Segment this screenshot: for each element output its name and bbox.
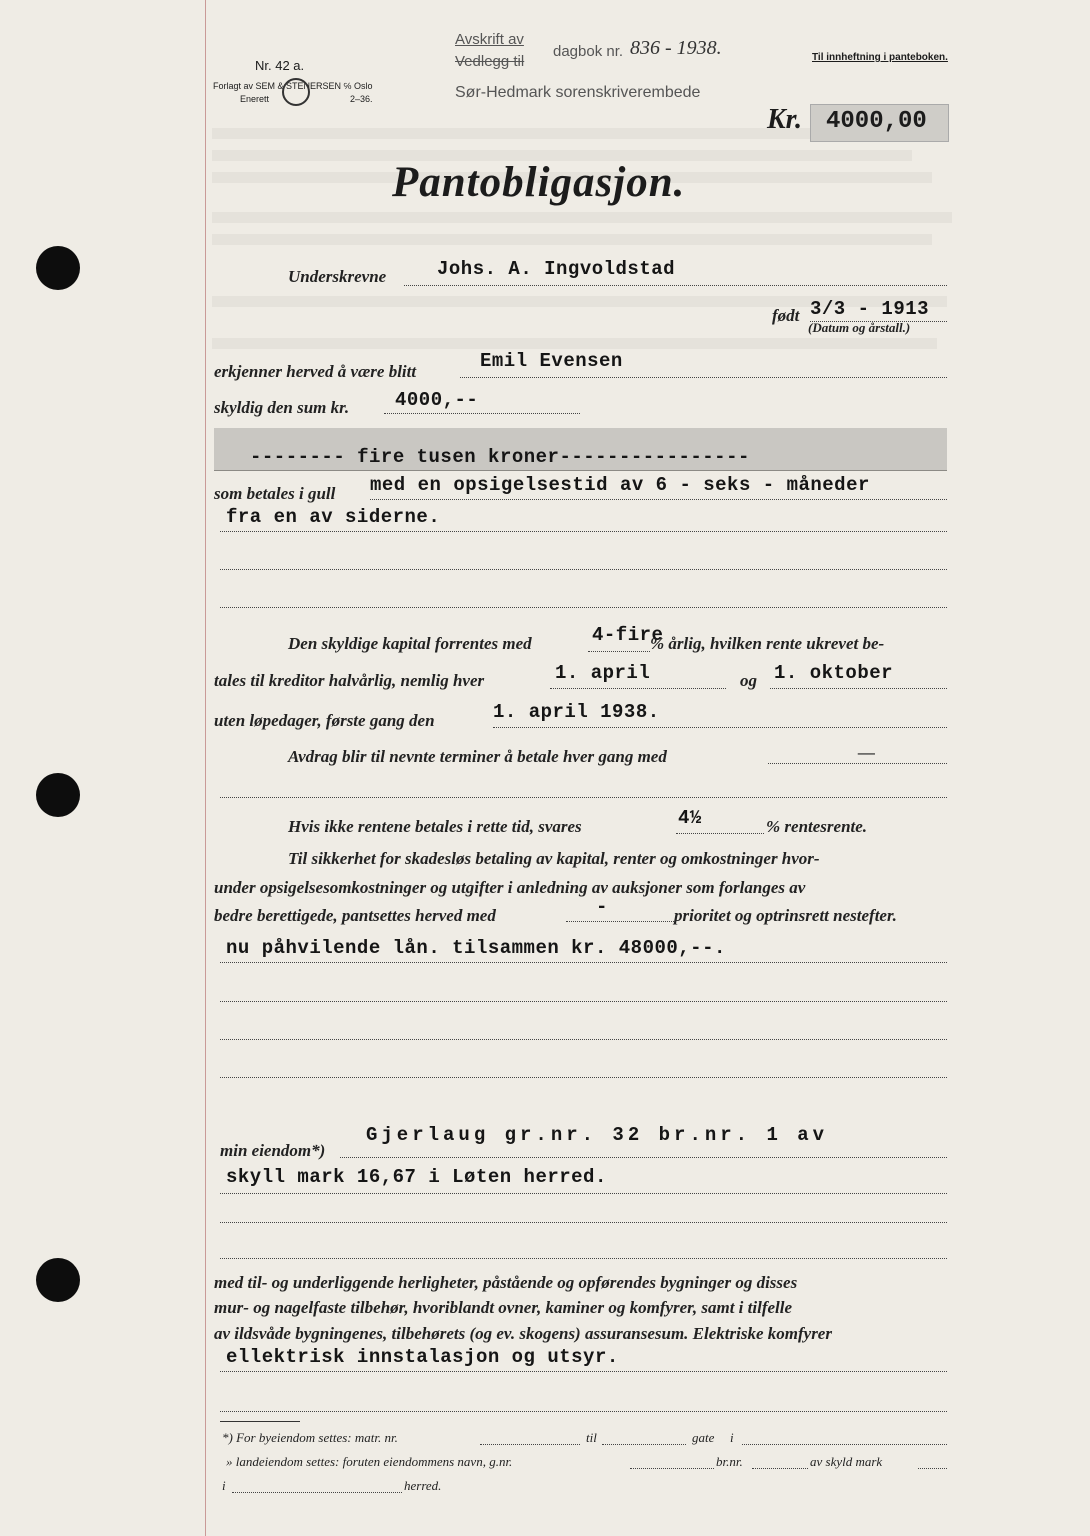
punch-hole — [36, 1258, 80, 1302]
blank-line — [220, 607, 947, 608]
appurtenances-text-3: av ildsvåde bygningenes, tilbehørets (og ev. skogens) assuransesum. Elektriske komfyrer — [214, 1324, 832, 1343]
interest-date-2: 1. oktober — [774, 662, 894, 684]
priority-line — [566, 921, 674, 922]
security-text-3b: prioritet og optrinsrett nestefter. — [674, 906, 897, 925]
copy-label: Avskrift av — [455, 31, 524, 48]
footnote-3b: herred. — [404, 1478, 442, 1493]
penalty-text-b: % rentesrente. — [766, 817, 868, 836]
date1-line — [550, 688, 726, 689]
appurtenances-typed: ellektrisk innstalasjon og utsyr. — [226, 1346, 619, 1368]
court-office: Sør-Hedmark sorenskriverembede — [455, 84, 701, 101]
appurtenances-text-2: mur- og nagelfaste tilbehør, hvoriblandt ovner, kaminer og komfyrer, samt i tilfelle — [214, 1298, 793, 1317]
blank-line — [220, 797, 947, 798]
interest-text-2a: tales til kreditor halvårlig, nemlig hver — [214, 671, 485, 690]
payment-terms-2: fra en av siderne. — [226, 506, 441, 528]
first-payment-date: 1. april 1938. — [493, 701, 660, 723]
property-line-1-text: Gjerlaug gr.nr. 32 br.nr. 1 av — [366, 1124, 829, 1146]
punch-hole — [36, 246, 80, 290]
blank-line — [220, 1001, 947, 1002]
publisher-seal-icon — [282, 78, 310, 106]
prior-loans-line — [220, 962, 947, 963]
sum-value: 4000,-- — [395, 389, 479, 411]
punch-hole — [36, 773, 80, 817]
date2-line — [770, 688, 947, 689]
interest-text-2b: og — [740, 671, 757, 690]
copy-struck-label: Vedlegg til — [455, 53, 525, 70]
installment-line — [768, 763, 947, 764]
date-hint: (Datum og årstall.) — [808, 320, 911, 335]
appurtenances-text-1: med til- og underliggende herligheter, påstående og opførendes bygninger og disses — [214, 1273, 798, 1292]
installment-value: — — [858, 743, 875, 762]
bleed-through — [212, 234, 932, 245]
footnote-line — [232, 1492, 402, 1493]
blank-line — [220, 1411, 947, 1412]
blank-line — [220, 569, 947, 570]
footnote-2a: » landeiendom settes: foruten eiendommens navn, g.nr. — [226, 1454, 513, 1469]
sum-line — [384, 413, 580, 414]
priority-value: - — [596, 896, 608, 918]
footnote-line — [918, 1468, 947, 1469]
amount-label: Kr. — [767, 104, 803, 135]
gold-label: som betales i gull — [214, 484, 336, 503]
footnote-1d: i — [730, 1430, 734, 1445]
penalty-line — [676, 833, 764, 834]
security-text-3a: bedre berettigede, pantsettes herved med — [214, 906, 496, 925]
interest-text-1b: % årlig, hvilken rente ukrevet be- — [650, 634, 885, 653]
pantebok-note: Til innheftning i panteboken. — [812, 52, 948, 63]
born-label: født — [772, 306, 800, 325]
terms-line-2 — [220, 531, 947, 532]
footnote-rule — [220, 1421, 300, 1422]
appurtenances-line — [220, 1371, 947, 1372]
sum-in-words: -------- fire tusen kroner---------------- — [250, 446, 750, 468]
debtor-name: Johs. A. Ingvoldstad — [437, 258, 676, 280]
publisher-date: 2–36. — [350, 94, 373, 104]
blank-line — [220, 1222, 947, 1223]
blank-line — [220, 1258, 947, 1259]
footnote-2b: br.nr. — [716, 1454, 743, 1469]
footnote-line — [742, 1444, 947, 1445]
penalty-rate: 4½ — [678, 807, 702, 829]
footnote-line — [630, 1468, 714, 1469]
sum-label: skyldig den sum kr. — [214, 398, 350, 417]
footnote-1c: gate — [692, 1430, 715, 1445]
journal-number: 836 - 1938. — [630, 37, 722, 59]
first-date-line — [493, 727, 947, 728]
interest-rate: 4-fire — [592, 624, 664, 646]
penalty-text-a: Hvis ikke rentene betales i rette tid, svares — [288, 817, 582, 836]
property-line-2-text: skyll mark 16,67 i Løten herred. — [226, 1166, 607, 1188]
blank-line — [220, 1039, 947, 1040]
footnote-1b: til — [586, 1430, 597, 1445]
birth-date: 3/3 - 1913 — [810, 298, 930, 320]
publisher-line: Forlagt av SEM & STENERSEN ℅ Oslo — [213, 81, 373, 91]
security-text-2: under opsigelsesomkostninger og utgifter i anledning av auksjoner som forlanges av — [214, 878, 806, 897]
property-label: min eiendom*) — [220, 1141, 326, 1160]
installment-text: Avdrag blir til nevnte terminer å betale hver gang med — [288, 747, 667, 766]
interest-text-1a: Den skyldige kapital forrentes med — [288, 634, 532, 653]
margin-rule — [205, 0, 206, 1536]
bleed-through — [212, 338, 937, 349]
footnote-line — [602, 1444, 686, 1445]
property-line-2 — [220, 1193, 947, 1194]
footnote-1a: *) For byeiendom settes: matr. nr. — [222, 1430, 398, 1445]
creditor-name: Emil Evensen — [480, 350, 623, 372]
undersigned-label: Underskrevne — [288, 267, 387, 286]
bleed-through — [212, 212, 952, 223]
publisher-exclusive: Enerett — [240, 94, 270, 104]
footnote-line — [480, 1444, 580, 1445]
footnote-2c: av skyld mark — [810, 1454, 883, 1469]
security-text-1: Til sikkerhet for skadesløs betaling av kapital, renter og omkostninger hvor- — [288, 849, 820, 868]
interest-text-3a: uten løpedager, første gang den — [214, 711, 435, 730]
property-line-1 — [340, 1157, 947, 1158]
prior-loans: nu påhvilende lån. tilsammen kr. 48000,--. — [226, 937, 726, 959]
form-number: Nr. 42 a. — [255, 58, 305, 73]
creditor-line — [460, 377, 947, 378]
payment-terms-1: med en opsigelsestid av 6 - seks - måneder — [370, 474, 870, 496]
footnote-3a: i — [222, 1478, 226, 1493]
amount-value: 4000,00 — [826, 108, 927, 135]
blank-line — [220, 1077, 947, 1078]
owes-label: erkjenner herved å være blitt — [214, 362, 417, 381]
journal-label: dagbok nr. — [553, 43, 624, 60]
terms-line-1 — [370, 499, 947, 500]
interest-date-1: 1. april — [555, 662, 651, 684]
footnote-line — [752, 1468, 808, 1469]
document-title: Pantobligasjon. — [392, 159, 686, 206]
rate-line — [588, 651, 650, 652]
undersigned-line — [404, 285, 947, 286]
